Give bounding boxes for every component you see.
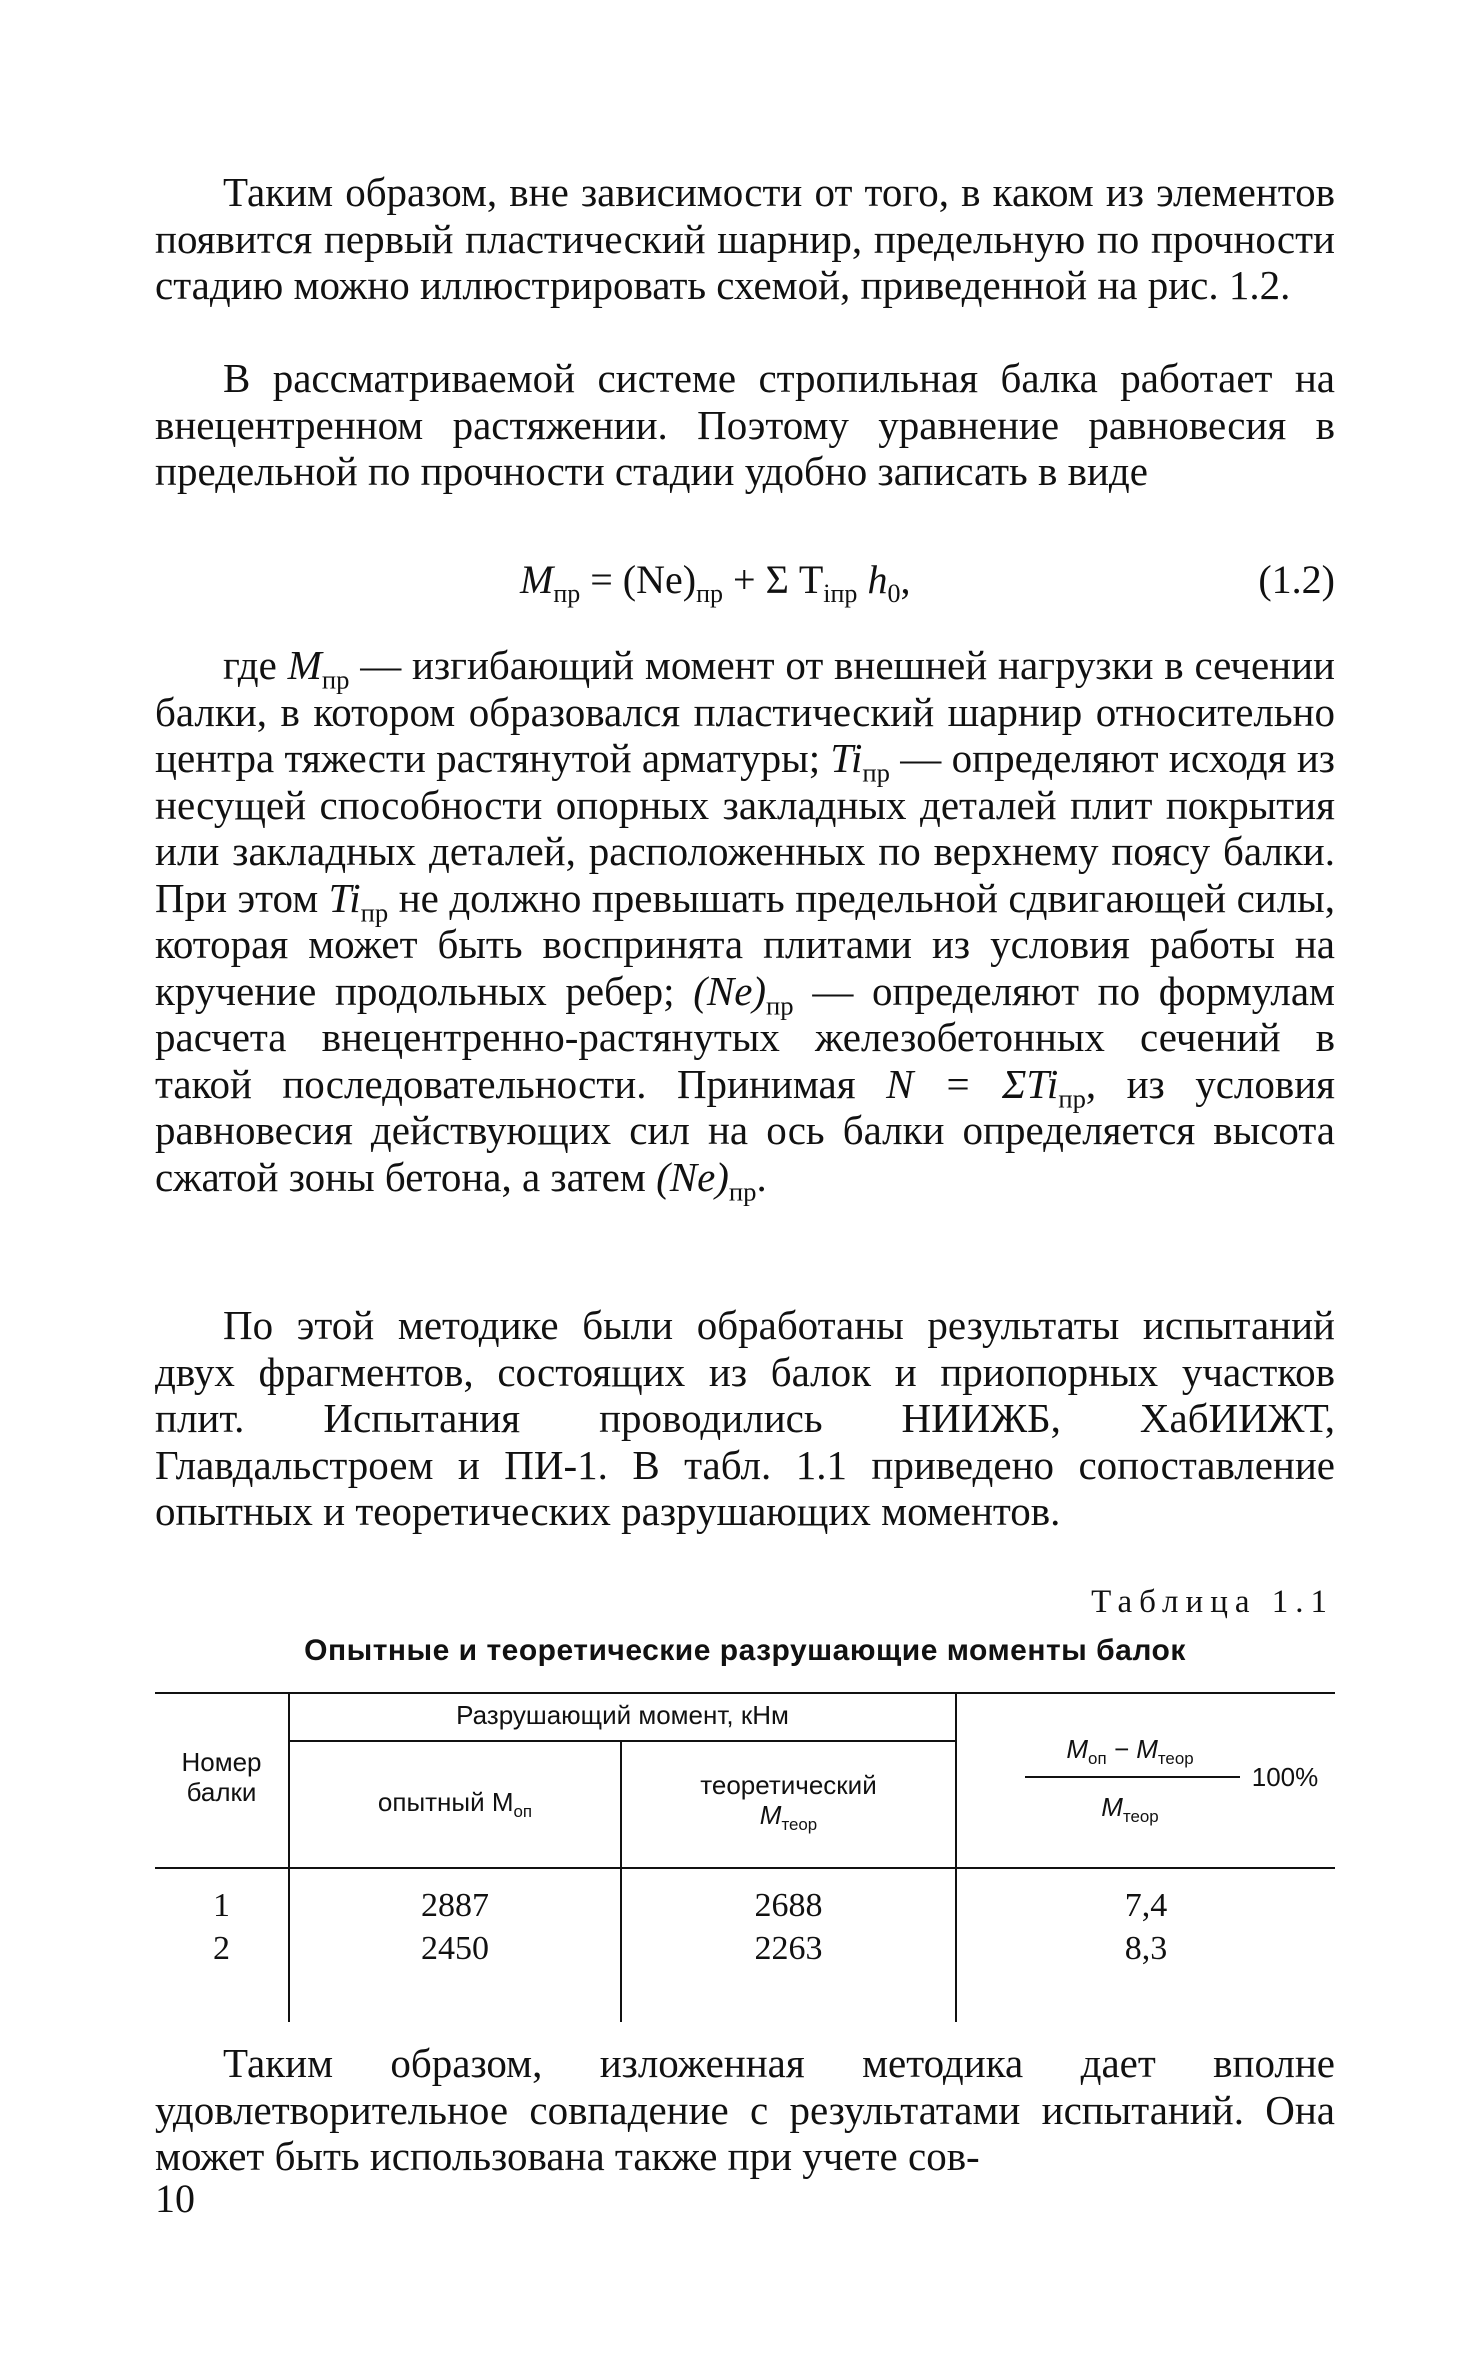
paragraph-5: Таким образом, изложенная методика дает вполне удовлетворительное совпадение с результатами испытаний. Она может быть использована также при учете сов- xyxy=(155,2040,1335,2179)
header-ratio-fraction-bar xyxy=(1025,1776,1240,1778)
page-number: 10 xyxy=(155,2176,195,2221)
row-1-theoretical: 2688 xyxy=(754,1887,823,1924)
table-header-rule xyxy=(155,1867,1335,1869)
row-2-ratio: 8,3 xyxy=(1124,1930,1168,1967)
table-group-rule xyxy=(290,1740,955,1742)
row-1-beam: 1 xyxy=(213,1887,230,1924)
table-top-rule xyxy=(155,1692,1335,1694)
formula-expression: $M_{пр} = (Ne)_{пр} + \Sigma$ $T_{iпр}$ $h_0$, xyxy=(520,557,911,609)
header-breaking-moment: Разрушающий момент, кНм xyxy=(456,1700,789,1730)
equation-number: (1.2) xyxy=(1258,557,1335,602)
header-theoretical: теоретический $M_{теор}$ xyxy=(700,1770,877,1834)
header-experimental: опытный $M_{оп}$ xyxy=(377,1787,533,1821)
paragraph-3: где $M_{пр}$ — изгибающий момент от внешней нагрузки в сечении балки, в котором образовался пластический шарнир относительно центра тяжести растянутой арматуры; $Ti_{пр}$ — определяют исходя из несущей способности опорных закладных деталей плит покрытия или закладных деталей, расположенных по верхнему поясу балки. При этом $Ti_{пр}$ не должно превышать предельной сдвигающей силы, которая может быть воспринята плитами из условия работы на кручение продольных ребер; $(Ne)_{пр}$ — определяют по формулам расчета внецентренно-растянутых железобетонных сечений в такой последовательности. Принимая N = ΣTi$_{пр}$, из условия равновесия действующих сил на ось балки определяется высота сжатой зоны бетона, а затем $(Ne)_{пр}$. xyxy=(155,642,1336,1206)
row-1-ratio: 7,4 xyxy=(1124,1887,1168,1924)
paragraph-2: В рассматриваемой системе стропильная балка работает на внецентренном растяжении. Поэтому уравнение равновесия в предельной по прочности стадии удобно записать в виде xyxy=(155,355,1335,494)
paragraph-4: По этой методике были обработаны результаты испытаний двух фрагментов, состоящих из балок и приопорных участков плит. Испытания проводились НИИЖБ, ХабИИЖТ, Главдальстроем и ПИ-1. В табл. 1.1 приведено сопоставление опытных и теоретических разрушающих моментов. xyxy=(155,1302,1335,1534)
header-ratio-numerator: $M_{оп} - M_{теор}$ xyxy=(1066,1734,1194,1768)
table-label: Таблица 1.1 xyxy=(1091,1584,1334,1620)
table-vrule-3 xyxy=(955,1692,957,2022)
row-2-beam: 2 xyxy=(213,1930,230,1967)
row-2-experimental: 2450 xyxy=(421,1930,489,1967)
table-title: Опытные и теоретические разрушающие моменты балок xyxy=(304,1634,1186,1667)
paragraph-1: Таким образом, вне зависимости от того, в каком из элементов появится первый пластический шарнир, предельную по прочности стадию можно иллюстрировать схемой, приведенной на рис. 1.2. xyxy=(155,169,1335,308)
header-ratio-denominator: $M_{теор}$ xyxy=(1101,1792,1159,1826)
table-vrule-1 xyxy=(288,1692,290,2022)
header-ratio-percent: 100% xyxy=(1251,1762,1319,1792)
formula-1-2 xyxy=(520,556,1335,616)
table-1-1 xyxy=(155,1692,1335,2022)
header-beam-number: Номер балки xyxy=(181,1747,262,1807)
row-2-theoretical: 2263 xyxy=(754,1930,823,1967)
row-1-experimental: 2887 xyxy=(421,1887,489,1924)
